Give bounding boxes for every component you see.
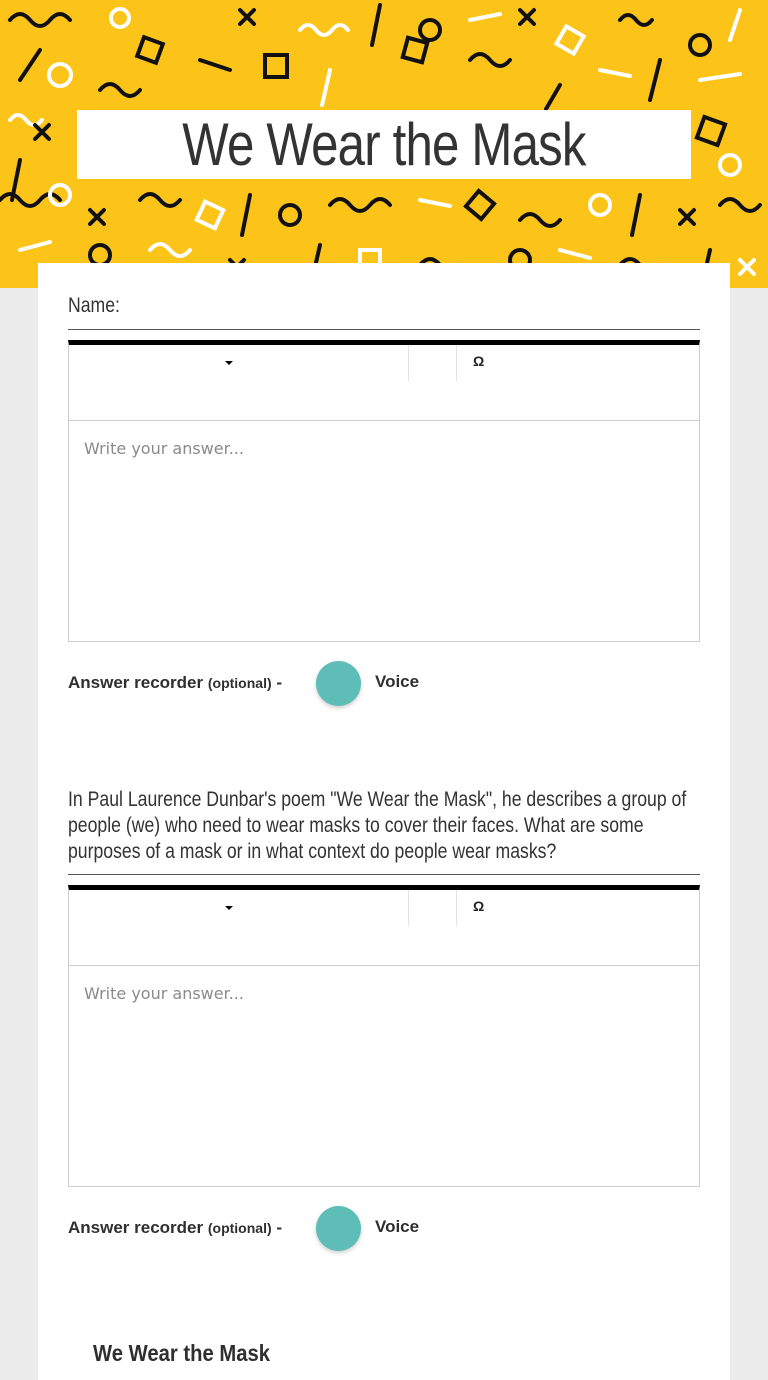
title-box xyxy=(77,110,691,179)
page-title: We Wear the Mask xyxy=(182,111,586,178)
divider xyxy=(68,874,700,875)
special-character-button[interactable]: Ω xyxy=(473,353,485,369)
record-voice-button[interactable] xyxy=(316,1206,361,1251)
editor-toolbar xyxy=(69,345,699,421)
toolbar-button[interactable] xyxy=(409,345,457,381)
name-answer-input[interactable] xyxy=(69,421,699,639)
format-dropdown[interactable] xyxy=(69,345,409,381)
answer-recorder xyxy=(68,1206,468,1252)
caret-down-icon xyxy=(225,906,233,910)
format-dropdown[interactable] xyxy=(69,890,409,926)
special-character-button[interactable]: Ω xyxy=(473,898,485,914)
answer-recorder xyxy=(68,661,468,707)
voice-label: Voice xyxy=(375,672,420,691)
editor-toolbar xyxy=(69,890,699,966)
toolbar-button[interactable] xyxy=(409,890,457,926)
recorder-separator: - xyxy=(276,1218,283,1237)
poem-section-heading: We Wear the Mask xyxy=(93,1340,270,1366)
record-voice-button[interactable] xyxy=(316,661,361,706)
header-banner xyxy=(0,0,768,288)
voice-label: Voice xyxy=(375,1217,420,1236)
recorder-label: Answer recorder (optional) - xyxy=(68,673,283,692)
caret-down-icon xyxy=(225,361,233,365)
recorder-optional: (optional) xyxy=(207,675,272,691)
recorder-separator: - xyxy=(276,673,283,692)
name-editor xyxy=(68,340,700,642)
divider xyxy=(68,329,700,330)
recorder-optional: (optional) xyxy=(207,1220,272,1236)
question-1-label: In Paul Laurence Dunbar's poem "We Wear the Mask", he describes a group of people (we) who need to wear masks to cover their faces. What are some purposes of a mask or in what context do people wear masks? xyxy=(68,788,687,863)
name-label: Name: xyxy=(68,294,120,317)
question-1-answer-input[interactable] xyxy=(69,966,699,1184)
worksheet-card xyxy=(38,263,730,1380)
recorder-label: Answer recorder (optional) - xyxy=(68,1218,283,1237)
question-1-editor xyxy=(68,885,700,1187)
